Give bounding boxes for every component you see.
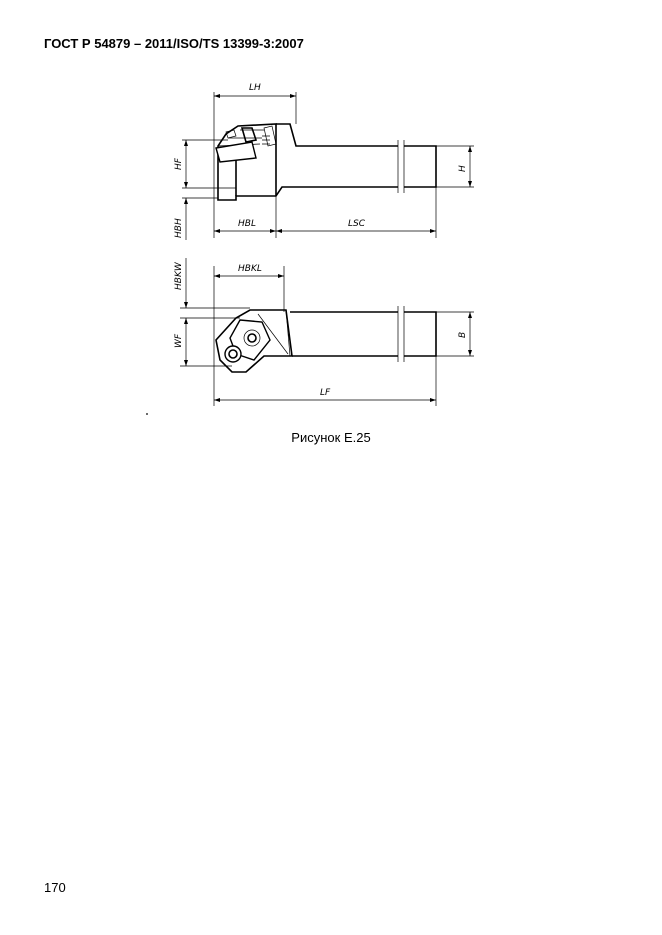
label-hbh: HBH [174,218,184,238]
label-hbkl: HBKL [238,264,262,274]
label-lh: LH [249,83,261,93]
label-h: H [458,165,468,172]
label-hf: HF [174,158,184,170]
label-b: B [458,331,468,338]
label-lsc: LSC [348,219,366,229]
side-view [182,92,474,240]
label-hbkw: HBKW [174,262,184,290]
label-hbl: HBL [238,219,256,229]
document-header: ГОСТ Р 54879 – 2011/ISO/TS 13399-3:2007 [44,36,304,51]
plan-view [180,258,474,406]
figure-caption: Рисунок Е.25 [291,430,371,445]
stray-dot [146,413,148,415]
label-wf: WF [174,333,184,348]
label-lf: LF [320,388,331,398]
page-number: 170 [44,880,66,895]
